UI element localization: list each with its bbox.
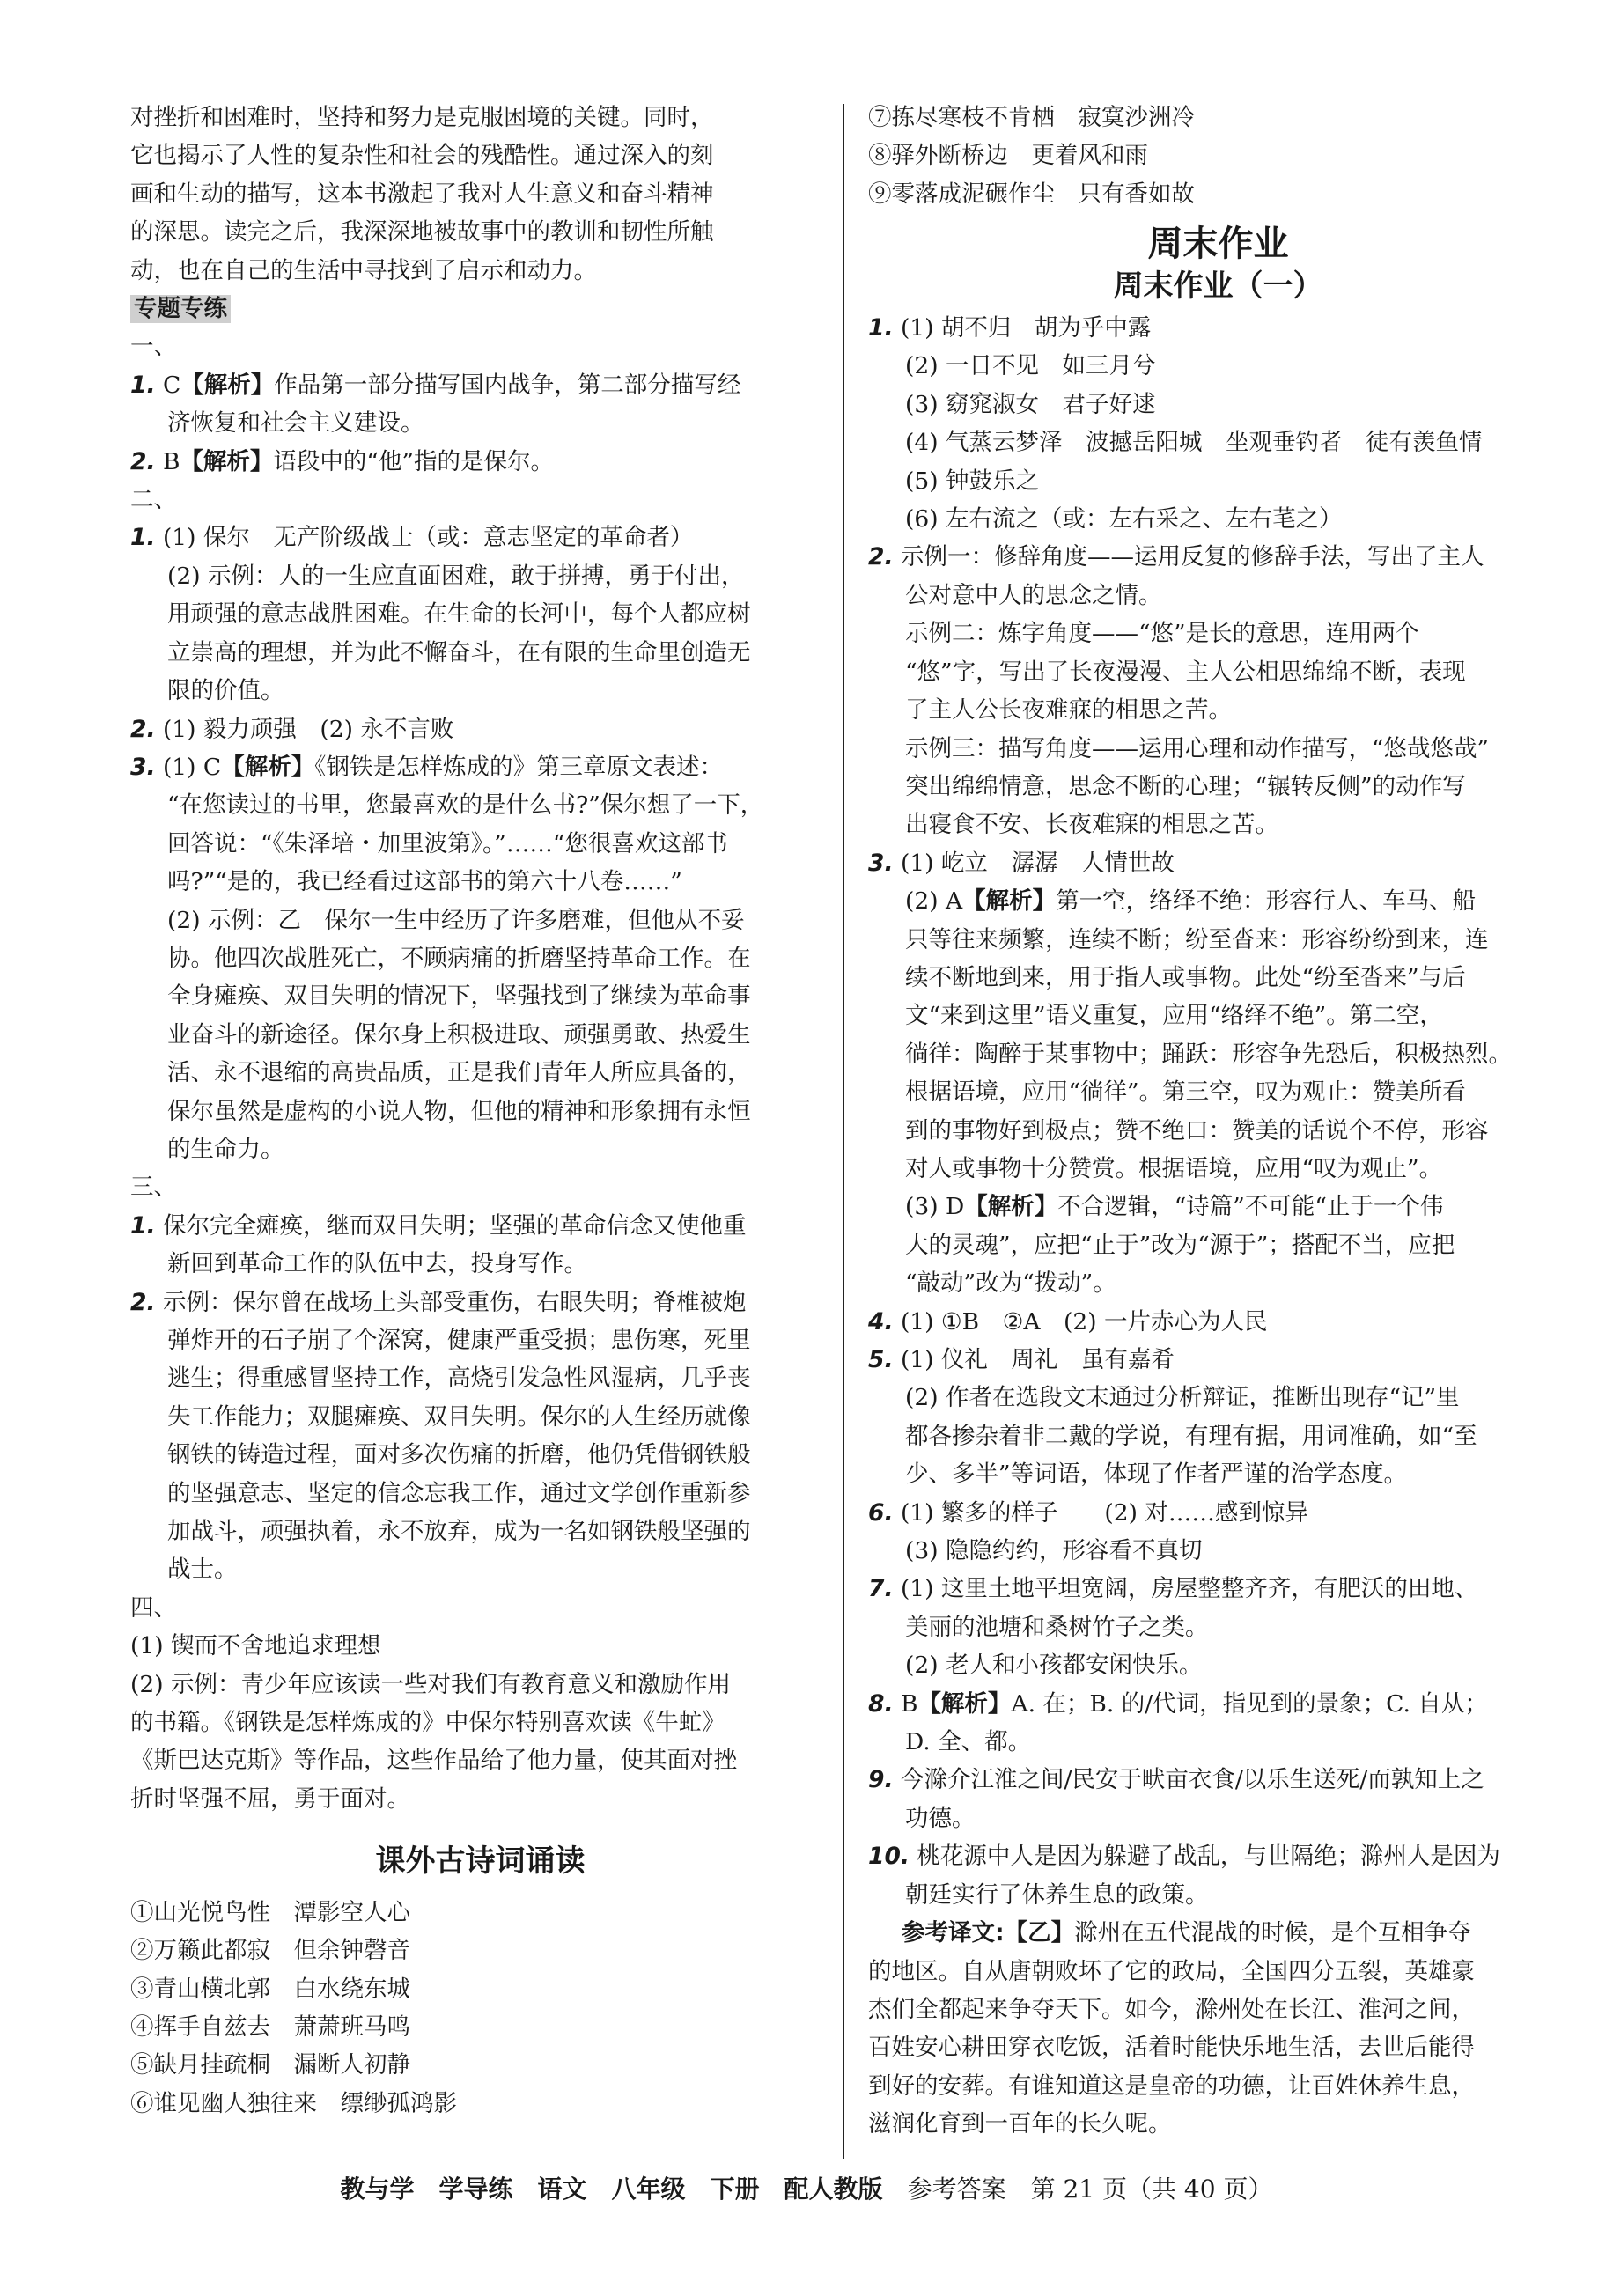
section-title: 课外古诗词诵读 — [375, 1843, 586, 1880]
analysis-tag: 【解析】 — [917, 1689, 1012, 1718]
analysis-tag: 【解析】 — [180, 371, 275, 399]
answer-line: 今滁介江淮之间/民安于畎亩衣食/以乐生送死/而孰知上之 — [900, 1766, 1484, 1794]
translation-text: 滁州在五代混战的时候，是个互相争夺 — [1074, 1919, 1471, 1947]
intro-line: 动，也在自己的生活中寻找到了启示和动力。 — [130, 256, 597, 284]
answer-line: 少、多半”等词语，体现了作者严谨的治学态度。 — [905, 1461, 1408, 1489]
answer-line: 业奋斗的新途径。保尔身上积极进取、顽强勇敢、热爱生 — [167, 1020, 751, 1049]
analysis-text: 《钢铁是怎样炼成的》第三章原文表述： — [314, 753, 723, 781]
question-number: 9. — [868, 1766, 894, 1794]
question-number: 3. — [868, 849, 894, 877]
translation-tag: 【乙】 — [1004, 1919, 1075, 1947]
answer-line: 示例二：炼字角度——“悠”是长的意思，连用两个 — [905, 620, 1419, 648]
answer-line: (3) 窈窕淑女 君子好逑 — [905, 390, 1156, 418]
answer-line: (1) ①B ②A (2) 一片赤心为人民 — [900, 1307, 1268, 1336]
answer-line: (2) 一日不见 如三月兮 — [905, 352, 1156, 380]
analysis-tag: 【解析】 — [962, 887, 1057, 916]
answer-line: (1) 胡不归 胡为乎中露 — [900, 314, 1152, 342]
answer-line: 立崇高的理想，并为此不懈奋斗，在有限的生命里创造无 — [167, 638, 751, 666]
answer-line: 新回到革命工作的队伍中去，投身写作。 — [167, 1250, 587, 1278]
analysis-text: 只等往来频繁，连续不断；纷至沓来：形容纷纷到来，连 — [905, 925, 1489, 953]
answer-line: (2) 老人和小孩都安闲快乐。 — [905, 1652, 1203, 1680]
intro-line: 画和生动的描写，这本书激起了我对人生意义和奋斗精神 — [130, 180, 714, 208]
left-column — [130, 99, 830, 2123]
analysis-tag: 【解析】 — [180, 447, 274, 475]
answer-line: 《斯巴达克斯》等作品，这些作品给了他力量，使其面对挫 — [130, 1747, 737, 1775]
poem-line: ⑦拣尽寒枝不肯栖 寂寞沙洲冷 — [868, 104, 1195, 131]
answer-line: 示例：保尔曾在战场上头部受重伤，右眼失明；脊椎被炮 — [162, 1288, 747, 1316]
right-column — [868, 99, 1568, 2144]
answer-line: 限的价值。 — [167, 677, 284, 705]
analysis-text: 对人或事物十分赞赏。根据语境，应用“叹为观止”。 — [905, 1154, 1443, 1182]
analysis-text: A. 在；B. 的/代词，指见到的景象；C. 自从； — [1011, 1689, 1488, 1718]
answer-line: (1) 仪礼 周礼 虽有嘉肴 — [900, 1346, 1175, 1373]
footer-page-number: 参考答案 第 21 页（共 40 页） — [907, 2175, 1273, 2204]
translation-label: 参考译文: — [902, 1919, 1005, 1947]
page-title: 周末作业 — [1147, 224, 1289, 265]
answer-line: (1) 毅力顽强 (2) 永不言败 — [162, 715, 454, 743]
question-number: 1. — [130, 524, 156, 552]
answer-line: 公对意中人的思念之情。 — [905, 581, 1162, 609]
analysis-text: 作品第一部分描写国内战争，第二部分描写经 — [274, 371, 741, 399]
answer-line: (1) 屹立 潺潺 人情世故 — [900, 849, 1175, 877]
poem-line: ⑨零落成泥碾作尘 只有香如故 — [868, 180, 1195, 208]
intro-line: 的深思。读完之后，我深深地被故事中的教训和韧性所触 — [130, 218, 714, 247]
intro-line: 它也揭示了人性的复杂性和社会的残酷性。通过深入的刻 — [130, 142, 714, 170]
analysis-text: “敲动”改为“拨动”。 — [905, 1269, 1116, 1298]
answer: (2) A — [905, 887, 963, 916]
question-number: 10. — [868, 1843, 910, 1871]
answer: C — [162, 371, 181, 399]
answer-line: 示例三：描写角度——运用心理和动作描写，“悠哉悠哉” — [905, 734, 1490, 762]
question-number: 2. — [130, 715, 156, 743]
answer-line: 战士。 — [167, 1556, 238, 1584]
analysis-text: 第一空，络绎不绝：形容行人、车马、船 — [1056, 887, 1477, 916]
part-heading: 二、 — [130, 486, 177, 514]
question-number: 6. — [868, 1498, 894, 1527]
answer-line: (1) 繁多的样子 (2) 对……感到惊异 — [900, 1498, 1308, 1527]
question-number: 8. — [868, 1689, 894, 1718]
translation-text: 滋润化育到一百年的长久呢。 — [868, 2110, 1172, 2138]
question-number: 1. — [868, 314, 894, 342]
answer-line: 钢铁的铸造过程，面对多次伤痛的折磨，他仍凭借钢铁般 — [167, 1441, 751, 1469]
answer-line: 弹炸开的石子崩了个深窝，健康严重受损；患伤寒，死里 — [167, 1327, 751, 1354]
answer-line: 的书籍。《钢铁是怎样炼成的》中保尔特别喜欢读《牛虻》 — [130, 1709, 725, 1737]
question-number: 1. — [130, 1211, 156, 1240]
poem-line: ⑧驿外断桥边 更着风和雨 — [868, 142, 1148, 170]
answer-line: 桃花源中人是因为躲避了战乱，与世隔绝；滁州人是因为 — [917, 1843, 1500, 1871]
analysis-text: 续不断地到来，用于指人或事物。此处“纷至沓来”与后 — [905, 963, 1466, 991]
part-heading: 一、 — [130, 333, 177, 361]
answer-line: (5) 钟鼓乐之 — [905, 467, 1039, 495]
translation-text: 杰们全都起来争夺天下。如今，滁州处在长江、淮河之间， — [868, 1995, 1475, 2023]
poem-line: ①山光悦鸟性 潭影空人心 — [130, 1898, 410, 1926]
answer-line: 美丽的池塘和桑树竹子之类。 — [905, 1613, 1209, 1641]
section-label: 专题专练 — [130, 295, 231, 323]
analysis-text: 根据语境，应用“徜徉”。第三空，叹为观止：赞美所看 — [905, 1078, 1466, 1107]
analysis-tag: 【解析】 — [964, 1193, 1058, 1221]
answer-line: 逃生；得重感冒坚持工作，高烧引发急性风湿病，几乎丧 — [167, 1365, 751, 1393]
poem-line: ③青山横北郭 白水绕东城 — [130, 1975, 410, 2003]
part-heading: 四、 — [130, 1593, 177, 1622]
column-divider — [843, 104, 844, 2159]
answer-line: (3) 隐隐约约，形容看不真切 — [905, 1537, 1203, 1565]
question-number: 2. — [130, 447, 156, 475]
question-number: 2. — [868, 543, 894, 571]
translation-text: 百姓安心耕田穿衣吃饭，活着时能快乐地生活，去世后能得 — [868, 2034, 1475, 2062]
answer-line: 失工作能力；双腿瘫痪、双目失明。保尔的人生经历就像 — [167, 1402, 751, 1431]
question-number: 3. — [130, 753, 156, 781]
answer-line: 功德。 — [905, 1804, 976, 1832]
answer-line: 都各掺杂着非二戴的学说，有理有据，用词准确，如“至 — [905, 1422, 1477, 1450]
answer-line: 折时坚强不屈，勇于面对。 — [130, 1785, 410, 1813]
analysis-text: 文“来到这里”语义重复，应用“络绎不绝”。第二空， — [905, 1002, 1443, 1030]
answer-line: 保尔虽然是虚构的小说人物，但他的精神和形象拥有永恒 — [167, 1097, 751, 1125]
answer-line: 出寝食不安、长夜难寐的相思之苦。 — [905, 811, 1278, 839]
poem-line: ②万籁此都寂 但余钟磬音 — [130, 1937, 410, 1965]
answer-line: 示例一：修辞角度——运用反复的修辞手法，写出了主人 — [900, 543, 1484, 571]
answer-line: (2) 作者在选段文末通过分析辩证，推断出现存“记”里 — [905, 1384, 1460, 1412]
answer-line: (4) 气蒸云梦泽 波撼岳阳城 坐观垂钓者 徒有羡鱼情 — [905, 429, 1483, 457]
answer-line: 协。他四次战胜死亡，不顾病痛的折磨坚持革命工作。在 — [167, 944, 751, 972]
answer-line: (1) 这里土地平坦宽阔，房屋整整齐齐，有肥沃的田地、 — [900, 1575, 1478, 1603]
answer-line: 用顽强的意志战胜困难。在生命的长河中，每个人都应树 — [167, 600, 751, 629]
answer: B — [900, 1689, 918, 1718]
analysis-text: 大的灵魂”，应把“止于”改为“源于”；搭配不当，应把 — [905, 1231, 1455, 1259]
answer-line: (2) 示例：人的一生应直面困难，敢于拼搏，勇于付出， — [167, 562, 745, 590]
answer-line: (1) 保尔 无产阶级战士（或：意志坚定的革命者） — [162, 524, 694, 552]
answer-line: 保尔完全瘫痪，继而双目失明；坚强的革命信念又使他重 — [162, 1211, 747, 1240]
poem-line: ⑤缺月挂疏桐 漏断人初静 — [130, 2051, 410, 2079]
intro-line: 对挫折和困难时，坚持和努力是克服困境的关键。同时， — [130, 104, 714, 131]
question-number: 1. — [130, 371, 156, 399]
answer: B — [162, 447, 180, 475]
translation-text: 到好的安葬。有谁知道这是皇帝的功德，让百姓休养生息， — [868, 2072, 1475, 2100]
answer-line: 加战斗，顽强执着，永不放弃，成为一名如钢铁般坚强的 — [167, 1518, 751, 1546]
answer: (3) D — [905, 1193, 965, 1221]
answer-line: “悠”字，写出了长夜漫漫、主人公相思绵绵不断，表现 — [905, 658, 1466, 686]
answer-line: (2) 示例：青少年应该读一些对我们有教育意义和激励作用 — [130, 1670, 731, 1698]
question-number: 7. — [868, 1575, 894, 1603]
answer-line: (2) 示例：乙 保尔一生中经历了许多磨难，但他从不妥 — [167, 906, 745, 934]
answer-line: (1) 锲而不舍地追求理想 — [130, 1632, 381, 1660]
question-number: 5. — [868, 1346, 894, 1373]
section-title: 周末作业（一） — [1113, 268, 1323, 304]
analysis-text: 到的事物好到极点；赞不绝口：赞美的话说个不停，形容 — [905, 1116, 1489, 1144]
answer-line: 了主人公长夜难寐的相思之苦。 — [905, 696, 1232, 725]
answer-line: 全身瘫痪、双目失明的情况下，坚强找到了继续为革命事 — [167, 982, 751, 1011]
question-number: 4. — [868, 1307, 894, 1336]
footer-series: 教与学 学导练 语文 八年级 下册 配人教版 — [340, 2175, 883, 2204]
question-number: 2. — [130, 1288, 156, 1316]
analysis-text: 济恢复和社会主义建设。 — [167, 409, 424, 438]
translation-text: 的地区。自从唐朝败坏了它的政局，全国四分五裂，英雄豪 — [868, 1957, 1475, 1985]
analysis-text: 吗?”“是的，我已经看过这部书的第六十八卷……” — [167, 868, 682, 896]
analysis-text: “在您读过的书里，您最喜欢的是什么书?”保尔想了一下， — [167, 791, 764, 820]
answer-line: 突出绵绵情意，思念不断的心理；“辗转反侧”的动作写 — [905, 772, 1466, 800]
answer-line: 的坚强意志、坚定的信念忘我工作，通过文学创作重新参 — [167, 1479, 751, 1507]
part-heading: 三、 — [130, 1174, 177, 1202]
page-footer — [0, 2170, 1613, 2205]
analysis-text: 不合逻辑，“诗篇”不可能“止于一个伟 — [1057, 1193, 1444, 1221]
answer-line: 的生命力。 — [167, 1135, 284, 1163]
poem-line: ⑥谁见幽人独往来 缥缈孤鸿影 — [130, 2089, 457, 2117]
answer-line: (6) 左右流之（或：左右采之、左右芼之） — [905, 505, 1343, 534]
analysis-text: D. 全、都。 — [905, 1728, 1032, 1756]
answer-line: 朝廷实行了休养生息的政策。 — [905, 1880, 1209, 1909]
answer: (1) C — [162, 753, 222, 781]
analysis-text: 徜徉：陶醉于某事物中；踊跃：形容争先恐后，积极热烈。 — [905, 1040, 1512, 1068]
poem-line: ④挥手自兹去 萧萧班马鸣 — [130, 2013, 410, 2041]
analysis-text: 回答说：“《朱泽培・加里波第》。”……“您很喜欢这部书 — [167, 829, 728, 857]
analysis-text: 语段中的“他”指的是保尔。 — [273, 447, 555, 475]
analysis-tag: 【解析】 — [221, 753, 315, 781]
answer-line: 活、永不退缩的高贵品质，正是我们青年人所应具备的， — [167, 1059, 751, 1087]
